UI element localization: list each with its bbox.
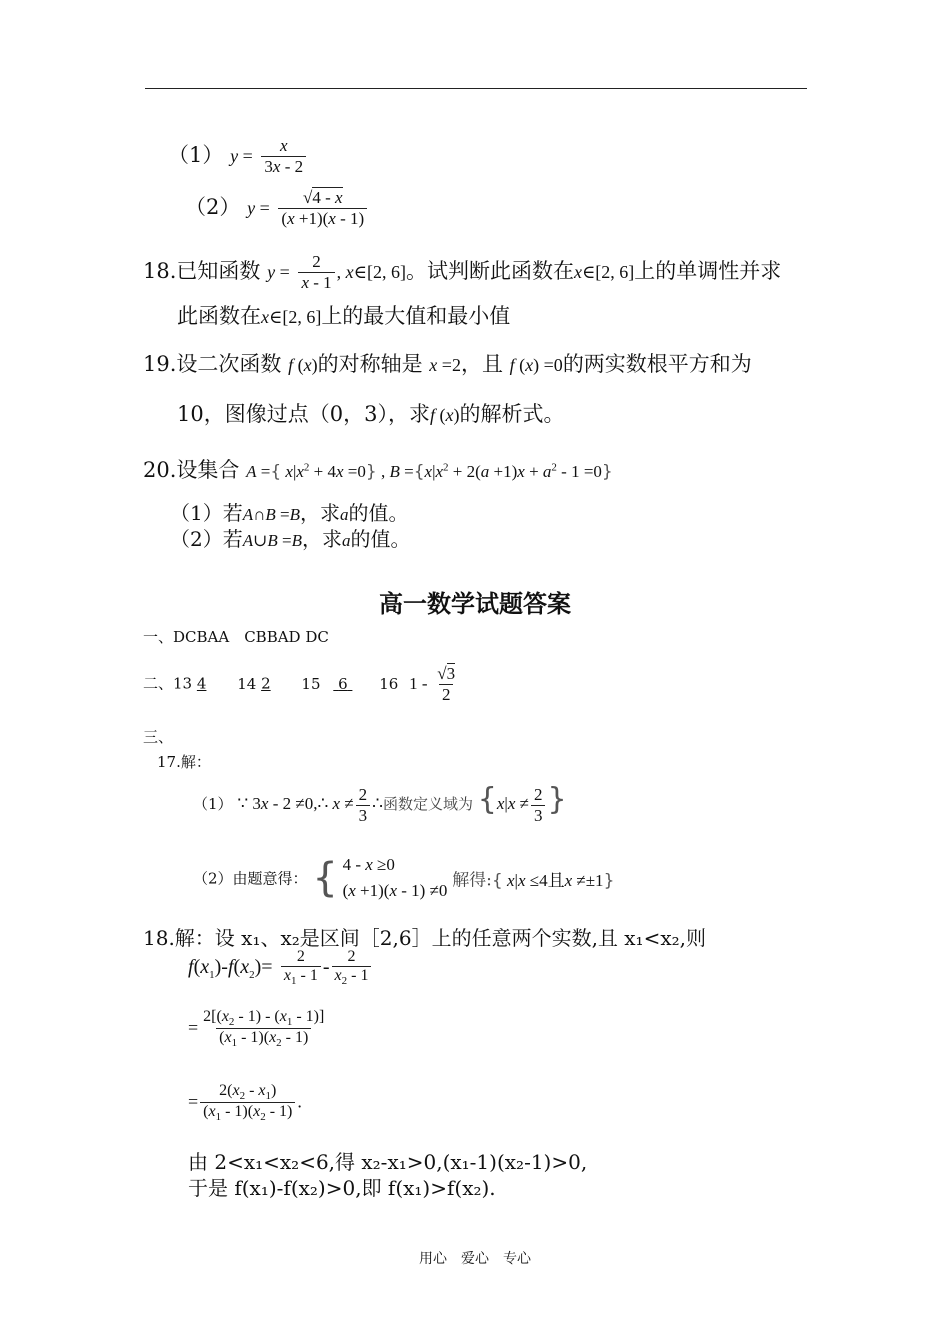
answer-18-conclusion1: 由 2<x₁<x₂<6,得 x₂-x₁>0,(x₁-1)(x₂-1)>0, bbox=[188, 1150, 588, 1174]
q18-line2: 此函数在x∈[2, 6]上的最大值和最小值 bbox=[177, 304, 511, 328]
answer-17-part1: （1） ∵ 3x - 2 ≠0,∴ x ≠ $\frac{2}{3}$ ∴函数定义域为 {x|x ≠ $\frac{2}{3}$ } bbox=[193, 782, 567, 825]
answer-18-intro: 18.解：设 x₁、x₂是区间［2,6］上的任意两个实数,且 x₁<x₂,则 bbox=[143, 926, 706, 950]
answer-17-label: 17.解： bbox=[157, 753, 211, 771]
q18-line1: 18.已知函数 y = $\frac{2}{x - 1}$ , x∈[2, 6]。试判断此函数在x∈[2, 6]上的单调性并求 bbox=[143, 252, 782, 292]
section-three: 三、 bbox=[143, 728, 174, 746]
page-footer: 用心 爱心 专心 bbox=[419, 1251, 531, 1267]
answer-18-step2: = $\frac{2[(x_2 - 1) - (x_1 - 1)]}{(x_1 - 1)(x_2 - 1)}$ bbox=[188, 1008, 325, 1050]
answer-18-step3: = $\frac{2(x_2 - x_1)}{(x_1 - 1)(x_2 - 1)}$ . bbox=[188, 1082, 302, 1124]
q20-part1: （1）若A∩B =B，求a的值。 bbox=[170, 501, 409, 525]
section-two: 二、13 4 14 2 15 6 16 1 - $\frac{√3}{2}$ bbox=[143, 664, 456, 704]
answer-17-part2: （2）由题意得： { 4 - x ≥0 (x +1)(x - 1) ≠0 解得:{ x|x ≤4且x ≠±1} bbox=[193, 855, 615, 901]
q17-part1: （1） y = $\frac{x}{3x - 2}$ bbox=[168, 136, 308, 177]
q19-line2: 10，图像过点（0，3），求f (x)的解析式。 bbox=[177, 402, 565, 426]
q20-part2: （2）若A∪B =B，求a的值。 bbox=[170, 527, 411, 551]
answer-title: 高一数学试题答案 bbox=[379, 590, 571, 618]
answer-18-step1: $f(x_1)-f(x_2)=$ $\frac{2}{x_1 - 1}$ - $\frac{2}{x_2 - 1}$ bbox=[188, 948, 373, 987]
answer-18-conclusion2: 于是 f(x₁)-f(x₂)>0,即 f(x₁)>f(x₂). bbox=[188, 1176, 496, 1200]
q17-part2: （2） y = $\frac{√4 - x}{(x +1)(x - 1)}$ bbox=[185, 188, 369, 229]
q20-line1: 20.设集合 A ={ $x|x^2 + 4x =0$} , $B =\{x|x^2 + 2(a +1)x + a^2 - 1 =0\}$ bbox=[143, 458, 613, 482]
header-rule bbox=[145, 88, 807, 89]
q19-line1: 19.设二次函数 f (x)的对称轴是 x =2，且 f (x) =0的两实数根平方和为 bbox=[143, 352, 752, 376]
section-one: 一、DCBAA CBBAD DC bbox=[143, 628, 329, 646]
